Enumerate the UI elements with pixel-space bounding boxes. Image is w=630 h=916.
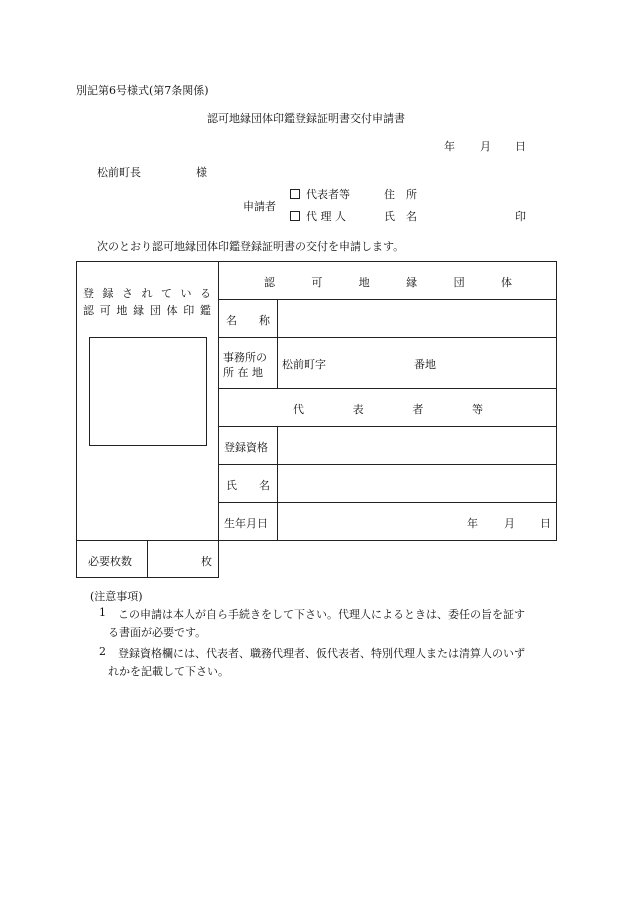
copies-unit: 枚 (201, 555, 212, 568)
row-line-3 (218, 388, 557, 389)
seal-box-heading-line1: 登 録 さ れ て い る (83, 287, 211, 300)
table-divider-label-lower (277, 426, 278, 541)
qualification-label: 登録資格 (224, 441, 268, 454)
seal-mark: 印 (515, 210, 526, 223)
seal-impression-area[interactable] (89, 337, 207, 446)
representative-header: 代 表 者 等 (293, 403, 483, 416)
note-1-number: 1 (99, 606, 106, 619)
group-header: 認 可 地 縁 団 体 (264, 276, 512, 289)
office-town: 松前町字 (282, 358, 326, 371)
birth-year: 年 (467, 517, 478, 530)
representative-option-label: 代表者等 (306, 188, 350, 201)
notes-heading: (注意事項) (90, 590, 143, 603)
birth-day: 日 (540, 517, 551, 530)
note-1-line1: この申請は本人が自ら手続きをして下さい。代理人によるときは、委任の旨を証す (118, 608, 525, 621)
applicant-agent-option[interactable] (290, 208, 346, 224)
applicant-label: 申請者 (243, 200, 276, 213)
group-name-label: 名 称 (226, 314, 270, 327)
row-line-6 (218, 502, 557, 503)
applicant-address-label: 住 所 (384, 188, 417, 201)
rep-name-label: 氏 名 (226, 479, 270, 492)
date-day[interactable]: 日 (515, 140, 526, 153)
intro-text: 次のとおり認可地縁団体印鑑登録証明書の交付を申請します。 (97, 240, 405, 253)
form-reference: 別記第6号様式(第7条関係) (76, 84, 209, 97)
birth-month: 月 (504, 517, 515, 530)
note-2-number: 2 (99, 645, 106, 658)
applicant-representative-option[interactable] (290, 186, 350, 202)
birthdate-label: 生年月日 (224, 517, 268, 530)
office-label-line2: 所 在 地 (223, 366, 263, 379)
agent-option-label: 代 理 人 (306, 210, 346, 223)
table-divider-left (218, 261, 219, 541)
copies-field[interactable] (148, 541, 198, 577)
seal-box-heading-line2: 認 可 地 縁 団 体 印 鑑 (83, 304, 211, 317)
addressee-name: 松前町長 (97, 166, 141, 179)
note-1-line2: る書面が必要です。 (108, 626, 207, 639)
note-2-line1: 登録資格欄には、代表者、職務代理者、仮代表者、特別代理人または清算人のいず (118, 647, 525, 660)
row-line-2 (218, 337, 557, 338)
agent-checkbox[interactable] (290, 211, 300, 221)
rep-name-field[interactable] (279, 465, 556, 501)
representative-checkbox[interactable] (290, 189, 300, 199)
table-divider-label (277, 299, 278, 388)
office-lot: 番地 (414, 358, 436, 371)
date-month[interactable]: 月 (480, 140, 491, 153)
form-title: 認可地縁団体印鑑登録証明書交付申請書 (207, 112, 405, 125)
applicant-name-label: 氏 名 (384, 210, 417, 223)
qualification-field[interactable] (279, 427, 556, 463)
note-2-line2: れかを記載して下さい。 (108, 665, 229, 678)
copies-label: 必要枚数 (88, 555, 132, 568)
group-name-field[interactable] (279, 300, 556, 336)
addressee-honorific: 様 (196, 166, 207, 179)
date-year[interactable]: 年 (444, 140, 455, 153)
office-label-line1: 事務所の (223, 351, 267, 364)
